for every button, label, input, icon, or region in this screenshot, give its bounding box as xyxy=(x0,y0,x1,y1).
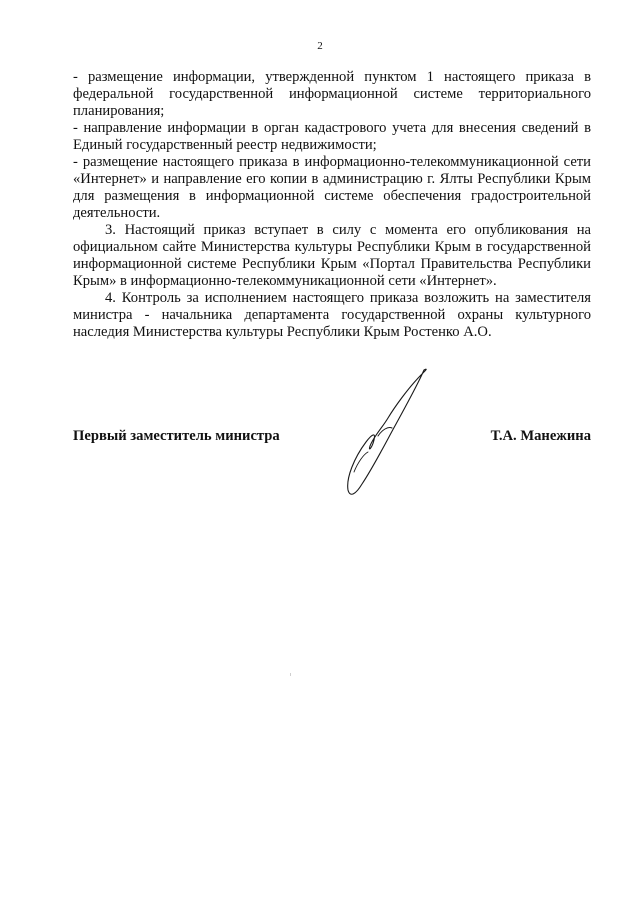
document-body xyxy=(73,69,591,341)
page-number: 2 xyxy=(317,40,323,52)
bullet-item-internet-publication: - размещение настоящего приказа в информационно-телекоммуникационной сети «Интернет» и направление его копии в администрацию г. Ялты Республики Крым для размещения в информационной системе обеспечения градостроительной деятельности. xyxy=(73,154,591,221)
scan-speck xyxy=(290,673,291,676)
bullet-item-cadastral-registry: - направление информации в орган кадастрового учета для внесения сведений в Единый государственный реестр недвижимости; xyxy=(73,120,591,153)
clause-3-effective-date: 3. Настоящий приказ вступает в силу с момента его опубликования на официальном сайте Министерства культуры Республики Крым в государственной информационной системе Республики Крым «Портал Правительства Республики Крым» в информационно-телекоммуникационной сети «Интернет». xyxy=(73,222,591,289)
signer-name: Т.А. Манежина xyxy=(490,428,591,444)
clause-4-control: 4. Контроль за исполнением настоящего приказа возложить на заместителя министра - начальника департамента государственной охраны культурного наследия Министерства культуры Республики Крым Ростенко А.О. xyxy=(73,290,591,340)
handwritten-signature-icon xyxy=(338,362,438,502)
signer-position: Первый заместитель министра xyxy=(73,428,280,444)
bullet-item-federal-system: - размещение информации, утвержденной пунктом 1 настоящего приказа в федеральной государственной информационной системе территориального планирования; xyxy=(73,69,591,119)
